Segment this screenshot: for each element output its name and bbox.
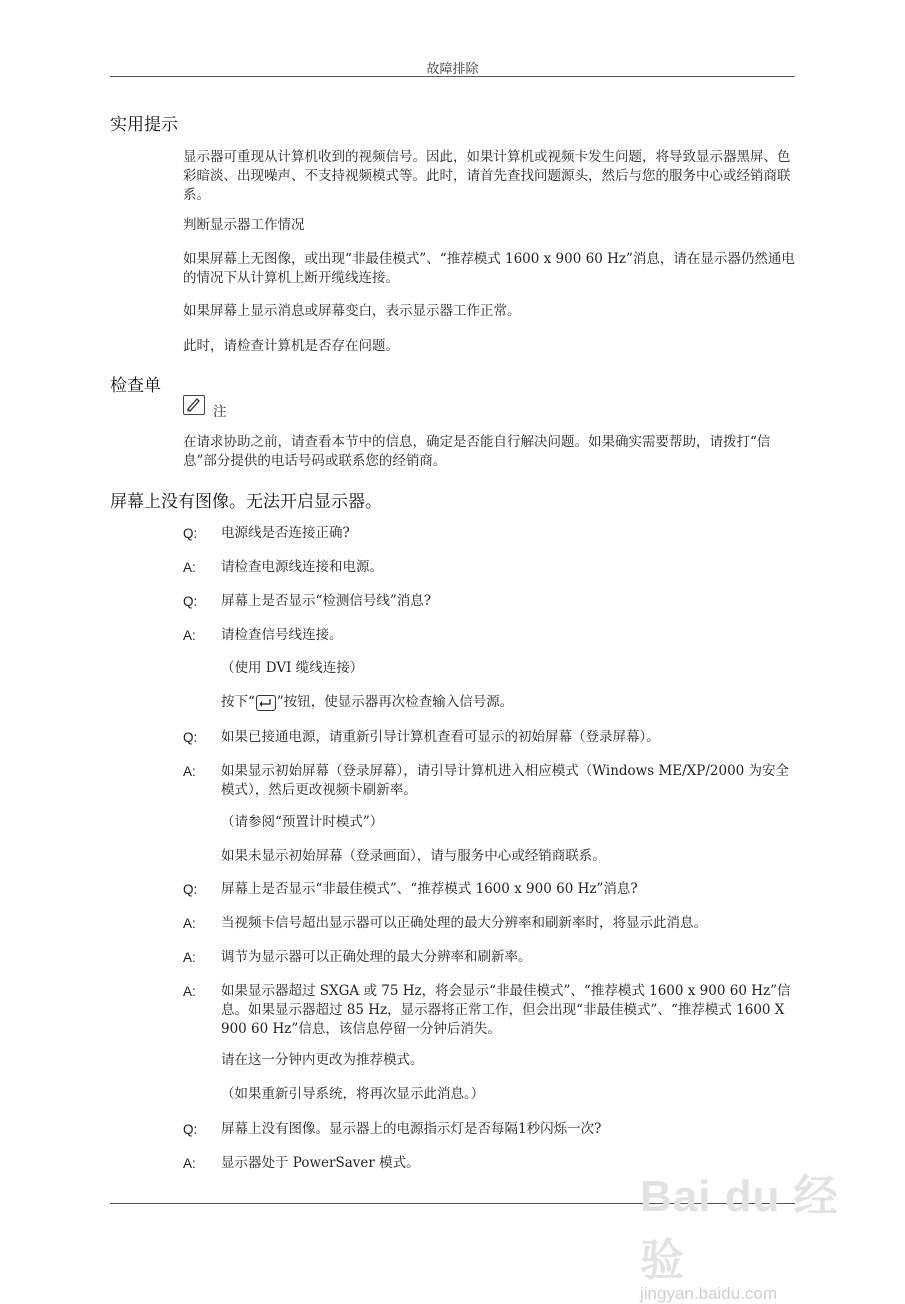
qa-subtext: 如果未显示初始屏幕（登录画面），请与服务中心或经销商联系。 — [221, 848, 606, 864]
qa-subtext: （使用 DVI 缆线连接） — [221, 660, 364, 676]
qa-key: A: — [183, 950, 196, 965]
enter-text-post: ”按钮，使显示器再次检查输入信号源。 — [276, 694, 514, 710]
qa-key: A: — [183, 628, 196, 643]
tips-para-5: 此时，请检查计算机是否存在问题。 — [183, 338, 399, 354]
qa-text: 电源线是否连接正确? — [221, 525, 350, 541]
qa-subtext-enter — [221, 693, 795, 712]
qa-subtext: 请在这一分钟内更改为推荐模式。 — [221, 1052, 424, 1068]
enter-text-pre: 按下“ — [221, 694, 255, 710]
header-rule — [110, 76, 795, 77]
tips-para-1: 显示器可重现从计算机收到的视频信号。因此，如果计算机或视频卡发生问题，将导致显示器黑屏、色彩暗淡、出现噪声、不支持视频模式等。此时，请首先查找问题源头，然后与您的服务中心或经销商联系。 — [183, 149, 791, 203]
watermark-logo: Bai du 经验 — [640, 1172, 839, 1285]
watermark-url: jingyan.baidu.com — [640, 1284, 778, 1303]
tips-para-2: 判断显示器工作情况 — [183, 217, 305, 233]
note-pencil-icon — [183, 395, 205, 415]
qa-text: 如果显示初始屏幕（登录屏幕），请引导计算机进入相应模式（Windows ME/XP/2000 为安全模式），然后更改视频卡刷新率。 — [221, 763, 790, 798]
qa-text: 显示器处于 PowerSaver 模式。 — [221, 1155, 420, 1171]
note-text: 在请求协助之前，请查看本节中的信息，确定是否能自行解决问题。如果确实需要帮助，请拨打“信息”部分提供的电话号码或联系您的经销商。 — [183, 434, 771, 469]
qa-text: 调节为显示器可以正确处理的最大分辨率和刷新率。 — [221, 949, 532, 965]
qa-text: 请检查电源线连接和电源。 — [221, 559, 383, 575]
qa-text: 请检查信号线连接。 — [221, 627, 343, 643]
qa-key: Q: — [183, 594, 198, 609]
qa-key: Q: — [183, 526, 198, 541]
qa-text: 当视频卡信号超出显示器可以正确处理的最大分辨率和刷新率时，将显示此消息。 — [221, 915, 707, 931]
qa-subtext: （如果重新引导系统，将再次显示此消息。） — [221, 1086, 485, 1102]
qa-key: A: — [183, 916, 196, 931]
qa-key: A: — [183, 1156, 196, 1171]
enter-key-icon — [256, 695, 276, 711]
qa-subtext: （请参阅“预置计时模式”） — [221, 814, 384, 830]
note-label: 注 — [213, 404, 227, 420]
qa-key: Q: — [183, 730, 198, 745]
qa-key: A: — [183, 984, 196, 999]
section-heading: 屏幕上没有图像。无法开启显示器。 — [110, 492, 382, 512]
qa-text: 如果已接通电源，请重新引导计算机查看可显示的初始屏幕（登录屏幕）。 — [221, 729, 660, 745]
baidu-watermark — [640, 1160, 855, 1303]
page-header-title: 故障排除 — [426, 62, 479, 77]
qa-text: 屏幕上没有图像。显示器上的电源指示灯是否每隔1秒闪烁一次? — [221, 1121, 602, 1137]
tips-para-3: 如果屏幕上无图像，或出现“非最佳模式”、“推荐模式 1600 x 900 60 Hz”消息，请在显示器仍然通电的情况下从计算机上断开缆线连接。 — [183, 251, 795, 286]
checklist-heading: 检查单 — [110, 376, 161, 396]
qa-text: 屏幕上是否显示“非最佳模式”、“推荐模式 1600 x 900 60 Hz”消息? — [221, 881, 638, 897]
qa-key: A: — [183, 560, 196, 575]
qa-key: A: — [183, 764, 196, 779]
qa-text: 屏幕上是否显示“检测信号线”消息? — [221, 593, 432, 609]
tips-heading: 实用提示 — [110, 115, 178, 135]
qa-key: Q: — [183, 1122, 198, 1137]
qa-key: Q: — [183, 882, 198, 897]
qa-text: 如果显示器超过 SXGA 或 75 Hz，将会显示“非最佳模式”、“推荐模式 1600 x 900 60 Hz”信息。如果显示器超过 85 Hz，显示器将正常工作，但会出现“非最佳模式”、“推荐模式 1600 X 900 60 Hz”信息，该信息停留一分钟后消失。 — [221, 983, 791, 1037]
tips-para-4: 如果屏幕上显示消息或屏幕变白，表示显示器工作正常。 — [183, 303, 521, 319]
